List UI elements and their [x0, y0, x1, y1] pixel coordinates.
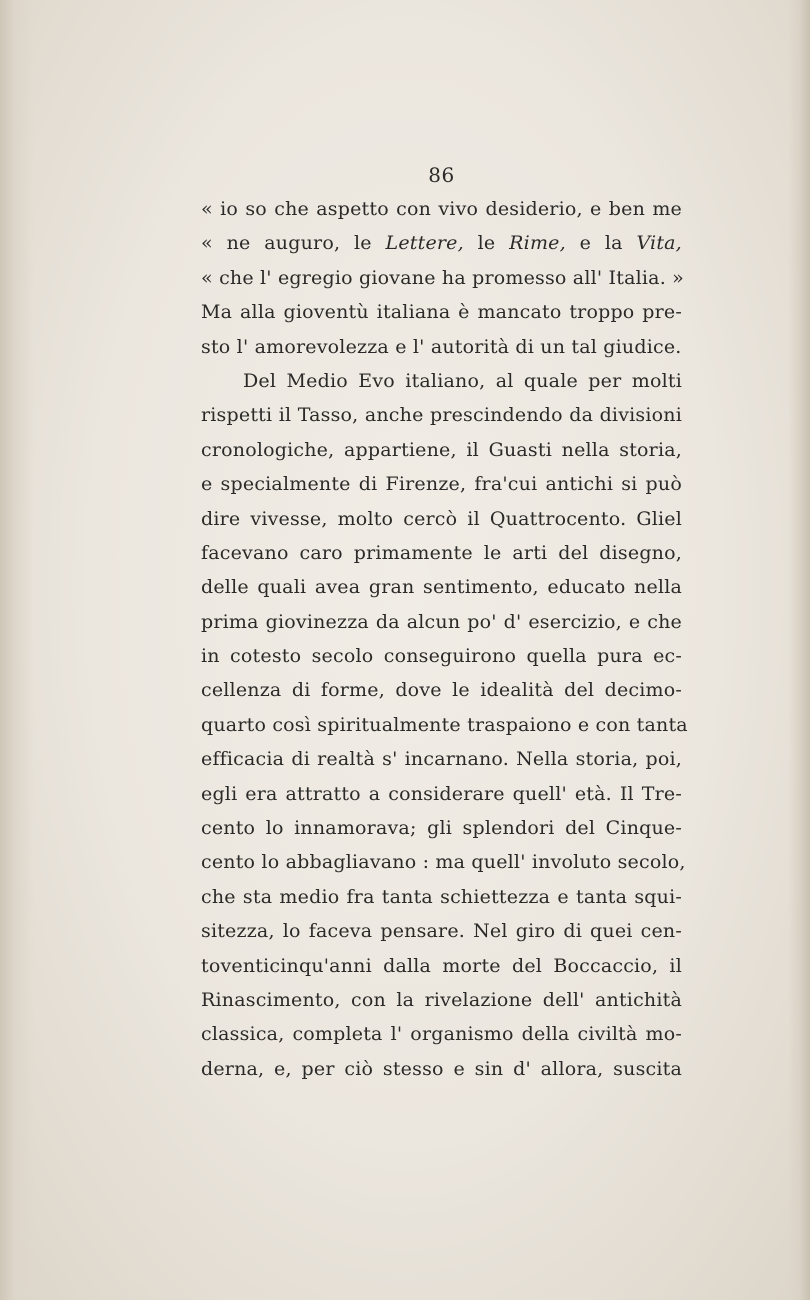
text-line: e specialmente di Firenze, fra'cui antichi si può	[201, 473, 682, 496]
text-line: prima giovinezza da alcun po' d' esercizio, e che	[201, 610, 682, 633]
text-line: sitezza, lo faceva pensare. Nel giro di quei cen-	[201, 920, 682, 943]
text-line: Rinascimento, con la rivelazione dell' antichità	[201, 988, 682, 1011]
italic-title: Lettere,	[385, 232, 464, 255]
text-block	[201, 160, 688, 1086]
text-line: Ma alla gioventù italiana è mancato troppo pre-	[201, 301, 682, 324]
text-line: facevano caro primamente le arti del disegno,	[201, 541, 682, 564]
text-line: quarto così spiritualmente traspaiono e con tanta	[201, 713, 688, 736]
text-line: rispetti il Tasso, anche prescindendo da divisioni	[201, 404, 682, 427]
text-line: cellenza di forme, dove le idealità del decimo-	[201, 679, 682, 702]
text-line: egli era attratto a considerare quell' età. Il Tre-	[201, 782, 682, 805]
page-number: 86	[428, 163, 455, 187]
text-line: sto l' amorevolezza e l' autorità di un tal giudice.	[201, 335, 682, 358]
text-line: derna, e, per ciò stesso e sin d' allora, suscita	[201, 1057, 682, 1080]
text-line: « che l' egregio giovane ha promesso all' Italia. »	[201, 266, 685, 289]
italic-title: Rime,	[509, 232, 566, 255]
text-line: classica, completa l' organismo della civiltà mo-	[201, 1023, 682, 1046]
text-line: che sta medio fra tanta schiettezza e tanta squi-	[201, 885, 682, 908]
text-line: in cotesto secolo conseguirono quella pura ec-	[201, 645, 682, 668]
page-right-edge-shadow	[788, 0, 810, 1300]
italic-title: Vita,	[636, 232, 682, 255]
text-line: cento lo abbagliavano : ma quell' involuto secolo,	[201, 851, 686, 874]
page-left-edge-shadow	[0, 0, 34, 1300]
text-line: dire vivesse, molto cercò il Quattrocento. Gliel	[201, 507, 682, 530]
text-line: « io so che aspetto con vivo desiderio, e ben me	[201, 198, 682, 220]
text-line: cronologiche, appartiene, il Guasti nella storia,	[201, 438, 682, 461]
text-line: delle quali avea gran sentimento, educato nella	[201, 576, 682, 599]
text-line-with-italics: « ne auguro, le Lettere, le Rime, e la Vita,	[201, 232, 682, 255]
paragraph-start-line: Del Medio Evo italiano, al quale per molti	[243, 369, 682, 392]
text-line: cento lo innamorava; gli splendori del Cinque-	[201, 817, 682, 840]
text-line: efficacia di realtà s' incarnano. Nella storia, poi,	[201, 748, 682, 771]
text-line: toventicinqu'anni dalla morte del Boccaccio, il	[201, 954, 682, 977]
